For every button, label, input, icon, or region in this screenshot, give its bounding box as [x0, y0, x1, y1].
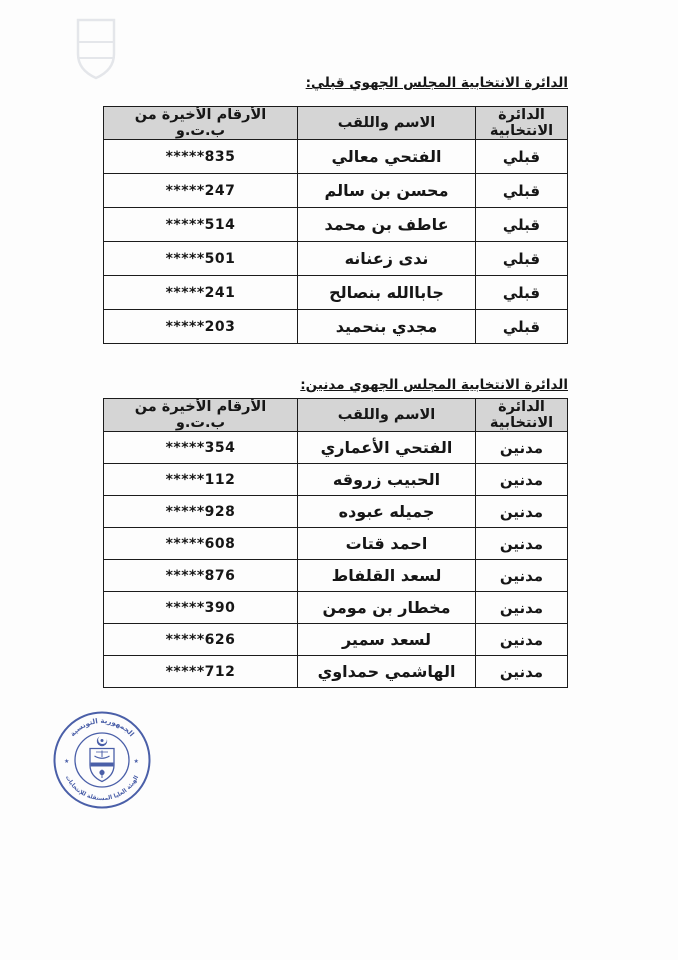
digits-cell: *****354 — [104, 432, 298, 464]
name-cell: جميله عبوده — [298, 496, 476, 528]
digits-cell: *****876 — [104, 560, 298, 592]
table-header-row — [104, 107, 568, 140]
section2-title: الدائرة الانتخابية المجلس الجهوي مدنين: — [300, 377, 568, 393]
digits-cell: *****626 — [104, 624, 298, 656]
digits-cell: *****390 — [104, 592, 298, 624]
table-row — [104, 276, 568, 310]
seal-bottom-text: الهيئة العليا المستقلة للإنتخابات — [63, 774, 141, 803]
header-digits: الأرقام الأخيرة من ب.ت.و — [104, 107, 298, 140]
digits-cell: *****203 — [104, 310, 298, 344]
name-cell: احمد قتات — [298, 528, 476, 560]
district-cell: قبلي — [476, 140, 568, 174]
name-cell: لسعد سمير — [298, 624, 476, 656]
district-cell: مدنين — [476, 592, 568, 624]
shield-icon — [90, 749, 114, 782]
table-row — [104, 496, 568, 528]
name-cell: لسعد القلفاط — [298, 560, 476, 592]
crest-icon — [72, 16, 120, 82]
table-row — [104, 242, 568, 276]
name-cell: مجدي بنحميد — [298, 310, 476, 344]
header-name: الاسم واللقب — [298, 399, 476, 432]
digits-cell: *****247 — [104, 174, 298, 208]
seal-top-text: الجمهورية التونسية — [68, 716, 136, 739]
name-cell: محسن بن سالم — [298, 174, 476, 208]
digits-cell: *****241 — [104, 276, 298, 310]
header-district: الدائرة الانتخابية — [476, 107, 568, 140]
faint-crest-watermark — [72, 16, 120, 82]
district-cell: مدنين — [476, 560, 568, 592]
name-cell: ندى زعنانه — [298, 242, 476, 276]
district-cell: قبلي — [476, 174, 568, 208]
district-cell: مدنين — [476, 496, 568, 528]
name-cell: مخطار بن مومن — [298, 592, 476, 624]
crescent-star-icon — [97, 735, 107, 746]
table-row — [104, 174, 568, 208]
star-separator-icon: ★ — [133, 758, 139, 765]
district-cell: قبلي — [476, 208, 568, 242]
district-cell: مدنين — [476, 464, 568, 496]
digits-cell: *****712 — [104, 656, 298, 688]
header-district: الدائرة الانتخابية — [476, 399, 568, 432]
table-row — [104, 208, 568, 242]
district-cell: مدنين — [476, 624, 568, 656]
digits-cell: *****928 — [104, 496, 298, 528]
digits-cell: *****835 — [104, 140, 298, 174]
district-cell: مدنين — [476, 656, 568, 688]
section1-title: الدائرة الانتخابية المجلس الجهوي قبلي: — [305, 75, 568, 91]
district-cell: مدنين — [476, 528, 568, 560]
table-row — [104, 592, 568, 624]
section2-table — [103, 398, 568, 688]
district-cell: مدنين — [476, 432, 568, 464]
official-seal — [52, 710, 152, 810]
table-row — [104, 140, 568, 174]
table-row — [104, 624, 568, 656]
header-name: الاسم واللقب — [298, 107, 476, 140]
header-digits: الأرقام الأخيرة من ب.ت.و — [104, 399, 298, 432]
digits-cell: *****112 — [104, 464, 298, 496]
district-cell: قبلي — [476, 276, 568, 310]
digits-cell: *****608 — [104, 528, 298, 560]
table-row — [104, 656, 568, 688]
table-header-row — [104, 399, 568, 432]
table-row — [104, 432, 568, 464]
district-cell: قبلي — [476, 242, 568, 276]
table-row — [104, 310, 568, 344]
name-cell: الفتحي الأعماري — [298, 432, 476, 464]
district-cell: قبلي — [476, 310, 568, 344]
star-separator-icon: ★ — [64, 758, 70, 765]
name-cell: عاطف بن محمد — [298, 208, 476, 242]
section1-table — [103, 106, 568, 344]
table-row — [104, 560, 568, 592]
name-cell: جاباالله بنصالح — [298, 276, 476, 310]
name-cell: الفتحي معالي — [298, 140, 476, 174]
document-body — [125, 0, 568, 688]
name-cell: الهاشمي حمداوي — [298, 656, 476, 688]
seal-icon — [52, 710, 152, 810]
table-row — [104, 464, 568, 496]
digits-cell: *****501 — [104, 242, 298, 276]
digits-cell: *****514 — [104, 208, 298, 242]
name-cell: الحبيب زروقه — [298, 464, 476, 496]
table-row — [104, 528, 568, 560]
